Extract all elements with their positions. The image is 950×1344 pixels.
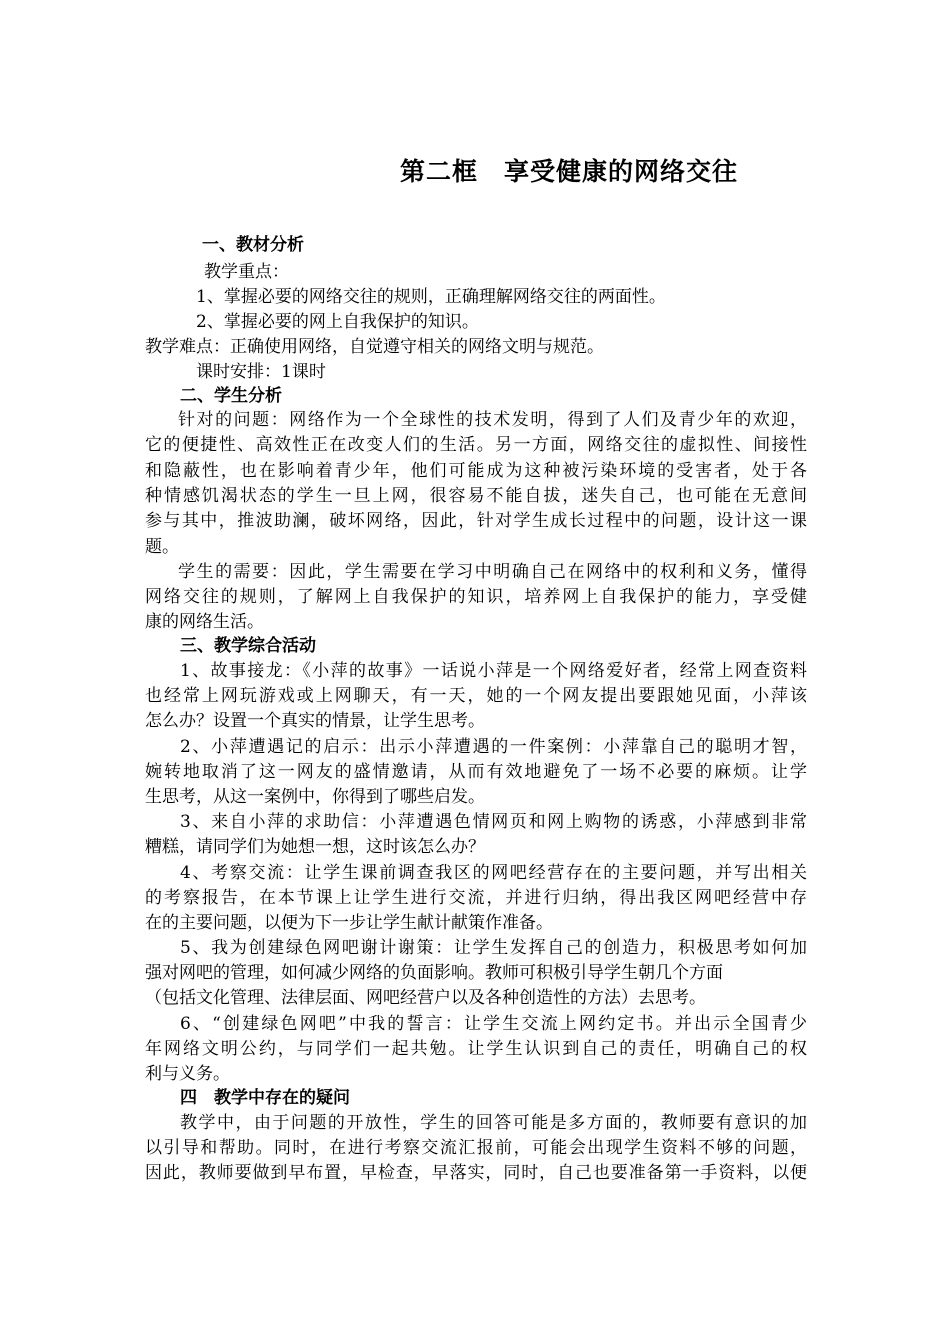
- activity-line: 的考察报告，在本节课上让学生进行交流，并进行归纳，得出我区网吧经营中存: [145, 888, 807, 908]
- activity-line: 1、故事接龙：《小萍的故事》一话说小萍是一个网络爱好者，经常上网查资料: [180, 661, 807, 681]
- class-schedule: 课时安排：1课时: [196, 362, 326, 382]
- activity-line: 糟糕，请同学们为她想一想，这时该怎么办？: [145, 837, 485, 857]
- paragraph-line: 它的便捷性、高效性正在改变人们的生活。另一方面，网络交往的虚拟性、间接性: [145, 435, 807, 455]
- section-heading-teaching-activities: 三、教学综合活动: [180, 636, 316, 656]
- paragraph-line: 种情感饥渴状态的学生一旦上网，很容易不能自拔，迷失自己，也可能在无意间: [145, 486, 807, 506]
- paragraph-line: 网络交往的规则，了解网上自我保护的知识，培养网上自我保护的能力，享受健: [145, 587, 807, 607]
- activity-line: 也经常上网玩游戏或上网聊天，有一天，她的一个网友提出要跟她见面，小萍该: [145, 686, 807, 706]
- paragraph-line: 题。: [145, 537, 179, 557]
- section-heading-teaching-questions: 四 教学中存在的疑问: [180, 1088, 350, 1108]
- activity-line: 生思考，从这一案例中，你得到了哪些启发。: [145, 787, 485, 807]
- paragraph-line: 和隐蔽性，也在影响着青少年，他们可能成为这种被污染环境的受害者，处于各: [145, 461, 807, 481]
- activity-line: 怎么办？设置一个真实的情景，让学生思考。: [145, 711, 485, 731]
- paragraph-line: 学生的需要：因此，学生需要在学习中明确自己在网络中的权利和义务，懂得: [178, 562, 807, 582]
- paragraph-line: 以引导和帮助。同时，在进行考察交流汇报前，可能会出现学生资料不够的问题，: [145, 1138, 807, 1158]
- activity-line: 5、我为创建绿色网吧谢计谢策：让学生发挥自己的创造力，积极思考如何加: [180, 938, 807, 958]
- activity-line: 年网络文明公约，与同学们一起共勉。让学生认识到自己的责任，明确自己的权: [145, 1039, 807, 1059]
- paragraph-line: 针对的问题：网络作为一个全球性的技术发明，得到了人们及青少年的欢迎，: [178, 410, 807, 430]
- activity-line: 婉转地取消了这一网友的盛情邀请，从而有效地避免了一场不必要的麻烦。让学: [145, 762, 807, 782]
- activity-line: 在的主要问题，以便为下一步让学生献计献策作准备。: [145, 913, 553, 933]
- paragraph-line: 教学中，由于问题的开放性，学生的回答可能是多方面的，教师要有意识的加: [180, 1113, 807, 1133]
- paragraph-line: 参与其中，推波助澜，破坏网络，因此，针对学生成长过程中的问题，设计这一课: [145, 511, 807, 531]
- activity-line: （包括文化管理、法律层面、网吧经营户以及各种创造性的方法）去思考。: [145, 988, 706, 1008]
- teaching-difficulty: 教学难点：正确使用网络，自觉遵守相关的网络文明与规范。: [145, 337, 604, 357]
- section-heading-textbook-analysis: 一、教材分析: [202, 235, 304, 255]
- focus-item: 1、掌握必要的网络交往的规则，正确理解网络交往的两面性。: [196, 287, 666, 307]
- teaching-focus-label: 教学重点：: [204, 262, 289, 282]
- activity-line: 4、考察交流：让学生课前调查我区的网吧经营存在的主要问题，并写出相关: [180, 863, 807, 883]
- paragraph-line: 因此，教师要做到早布置，早检查，早落实，同时，自己也要准备第一手资料，以便: [145, 1163, 807, 1183]
- section-heading-student-analysis: 二、学生分析: [180, 386, 282, 406]
- activity-line: 利与义务。: [145, 1064, 230, 1084]
- activity-line: 3、来自小萍的求助信：小萍遭遇色情网页和网上购物的诱惑，小萍感到非常: [180, 812, 807, 832]
- activity-line: 6、“创建绿色网吧”中我的誓言：让学生交流上网约定书。并出示全国青少: [180, 1014, 807, 1034]
- focus-item: 2、掌握必要的网上自我保护的知识。: [196, 312, 479, 332]
- activity-line: 2、小萍遭遇记的启示：出示小萍遭遇的一件案例：小萍靠自己的聪明才智，: [180, 737, 807, 757]
- page-title: 第二框 享受健康的网络交往: [400, 157, 739, 186]
- paragraph-line: 康的网络生活。: [145, 612, 264, 632]
- activity-line: 强对网吧的管理，如何减少网络的负面影响。教师可积极引导学生朝几个方面: [145, 963, 723, 983]
